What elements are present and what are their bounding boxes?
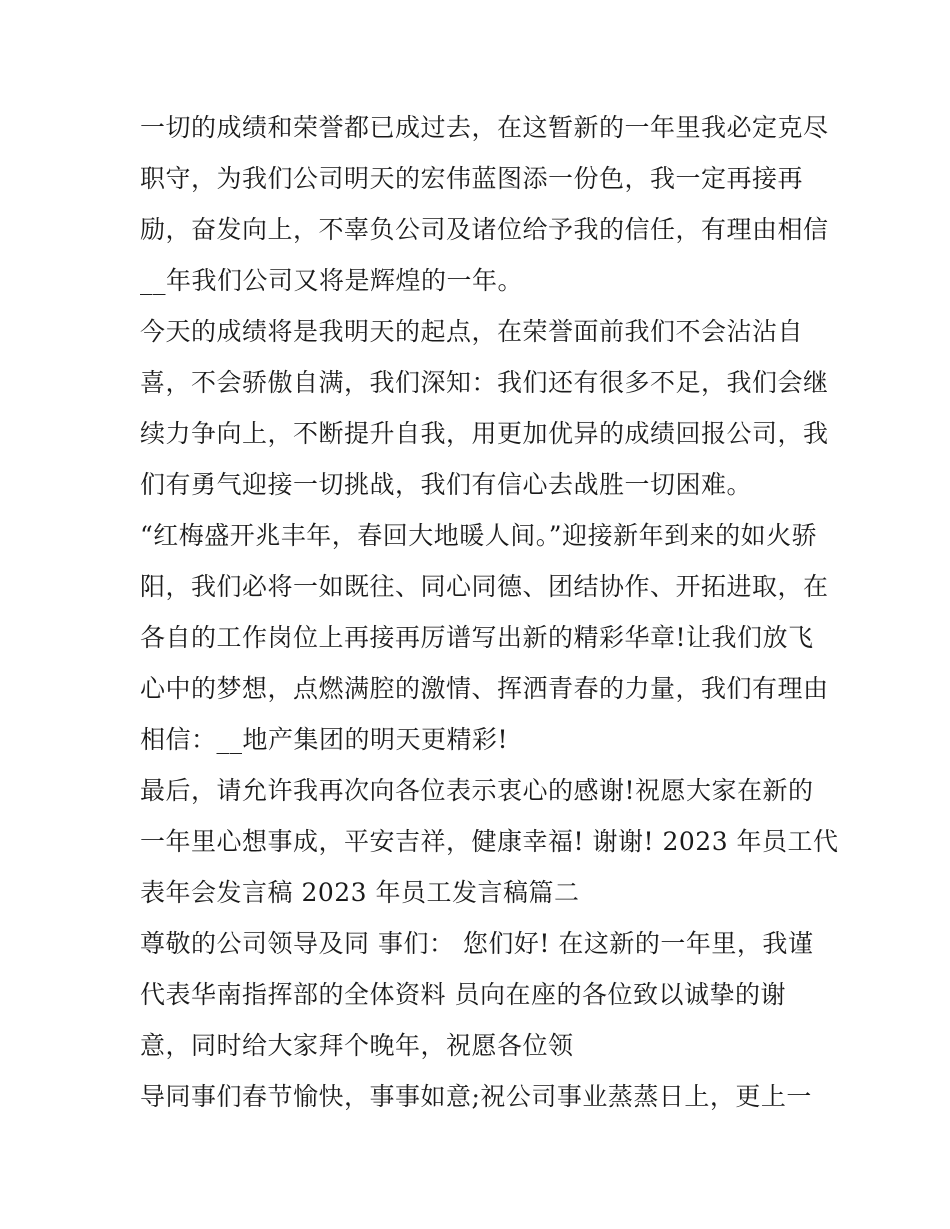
text-line: 代表华南指挥部的全体资料 员向在座的各位致以诚挚的谢 bbox=[140, 980, 786, 1009]
text-line: 一年里心想事成，平安吉祥，健康幸福! 谢谢! 2023 年员工代 bbox=[140, 827, 839, 856]
text-line: 各自的工作岗位上再接再厉谱写出新的精彩华章!让我们放飞 bbox=[140, 623, 814, 652]
text-line: 今天的成绩将是我明天的起点，在荣誉面前我们不会沾沾自 bbox=[140, 317, 804, 346]
text-line: 导同事们春节愉快，事事如意;祝公司事业蒸蒸日上，更上一 bbox=[140, 1082, 812, 1111]
text-line: “红梅盛开兆丰年，春回大地暖人间。”迎接新年到来的如火骄 bbox=[140, 521, 818, 550]
text-line: 续力争向上，不断提升自我，用更加优异的成绩回报公司，我 bbox=[140, 419, 829, 448]
text-line: 心中的梦想，点燃满腔的激情、挥洒青春的力量，我们有理由 bbox=[140, 674, 829, 703]
text-line: 表年会发言稿 2023 年员工发言稿篇二 bbox=[140, 878, 580, 907]
text-line: 喜，不会骄傲自满，我们深知：我们还有很多不足，我们会继 bbox=[140, 368, 829, 397]
text-line: 励，奋发向上，不辜负公司及诸位给予我的信任，有理由相信 bbox=[140, 215, 829, 244]
text-line: 们有勇气迎接一切挑战，我们有信心去战胜一切困难。 bbox=[140, 470, 753, 499]
text-line: 意，同时给大家拜个晚年，祝愿各位领 bbox=[140, 1031, 574, 1060]
text-line: 相信：__地产集团的明天更精彩! bbox=[140, 725, 509, 754]
text-line: 职守，为我们公司明天的宏伟蓝图添一份色，我一定再接再 bbox=[140, 164, 804, 193]
text-line: __年我们公司又将是辉煌的一年。 bbox=[140, 266, 524, 295]
text-line: 最后，请允许我再次向各位表示衷心的感谢!祝愿大家在新的 bbox=[140, 776, 814, 805]
text-line: 一切的成绩和荣誉都已成过去，在这暂新的一年里我必定克尽 bbox=[140, 113, 829, 142]
text-line: 尊敬的公司领导及同 事们： 您们好! 在这新的一年里，我谨 bbox=[140, 929, 814, 958]
text-line: 阳，我们必将一如既往、同心同德、团结协作、开拓进取，在 bbox=[140, 572, 829, 601]
